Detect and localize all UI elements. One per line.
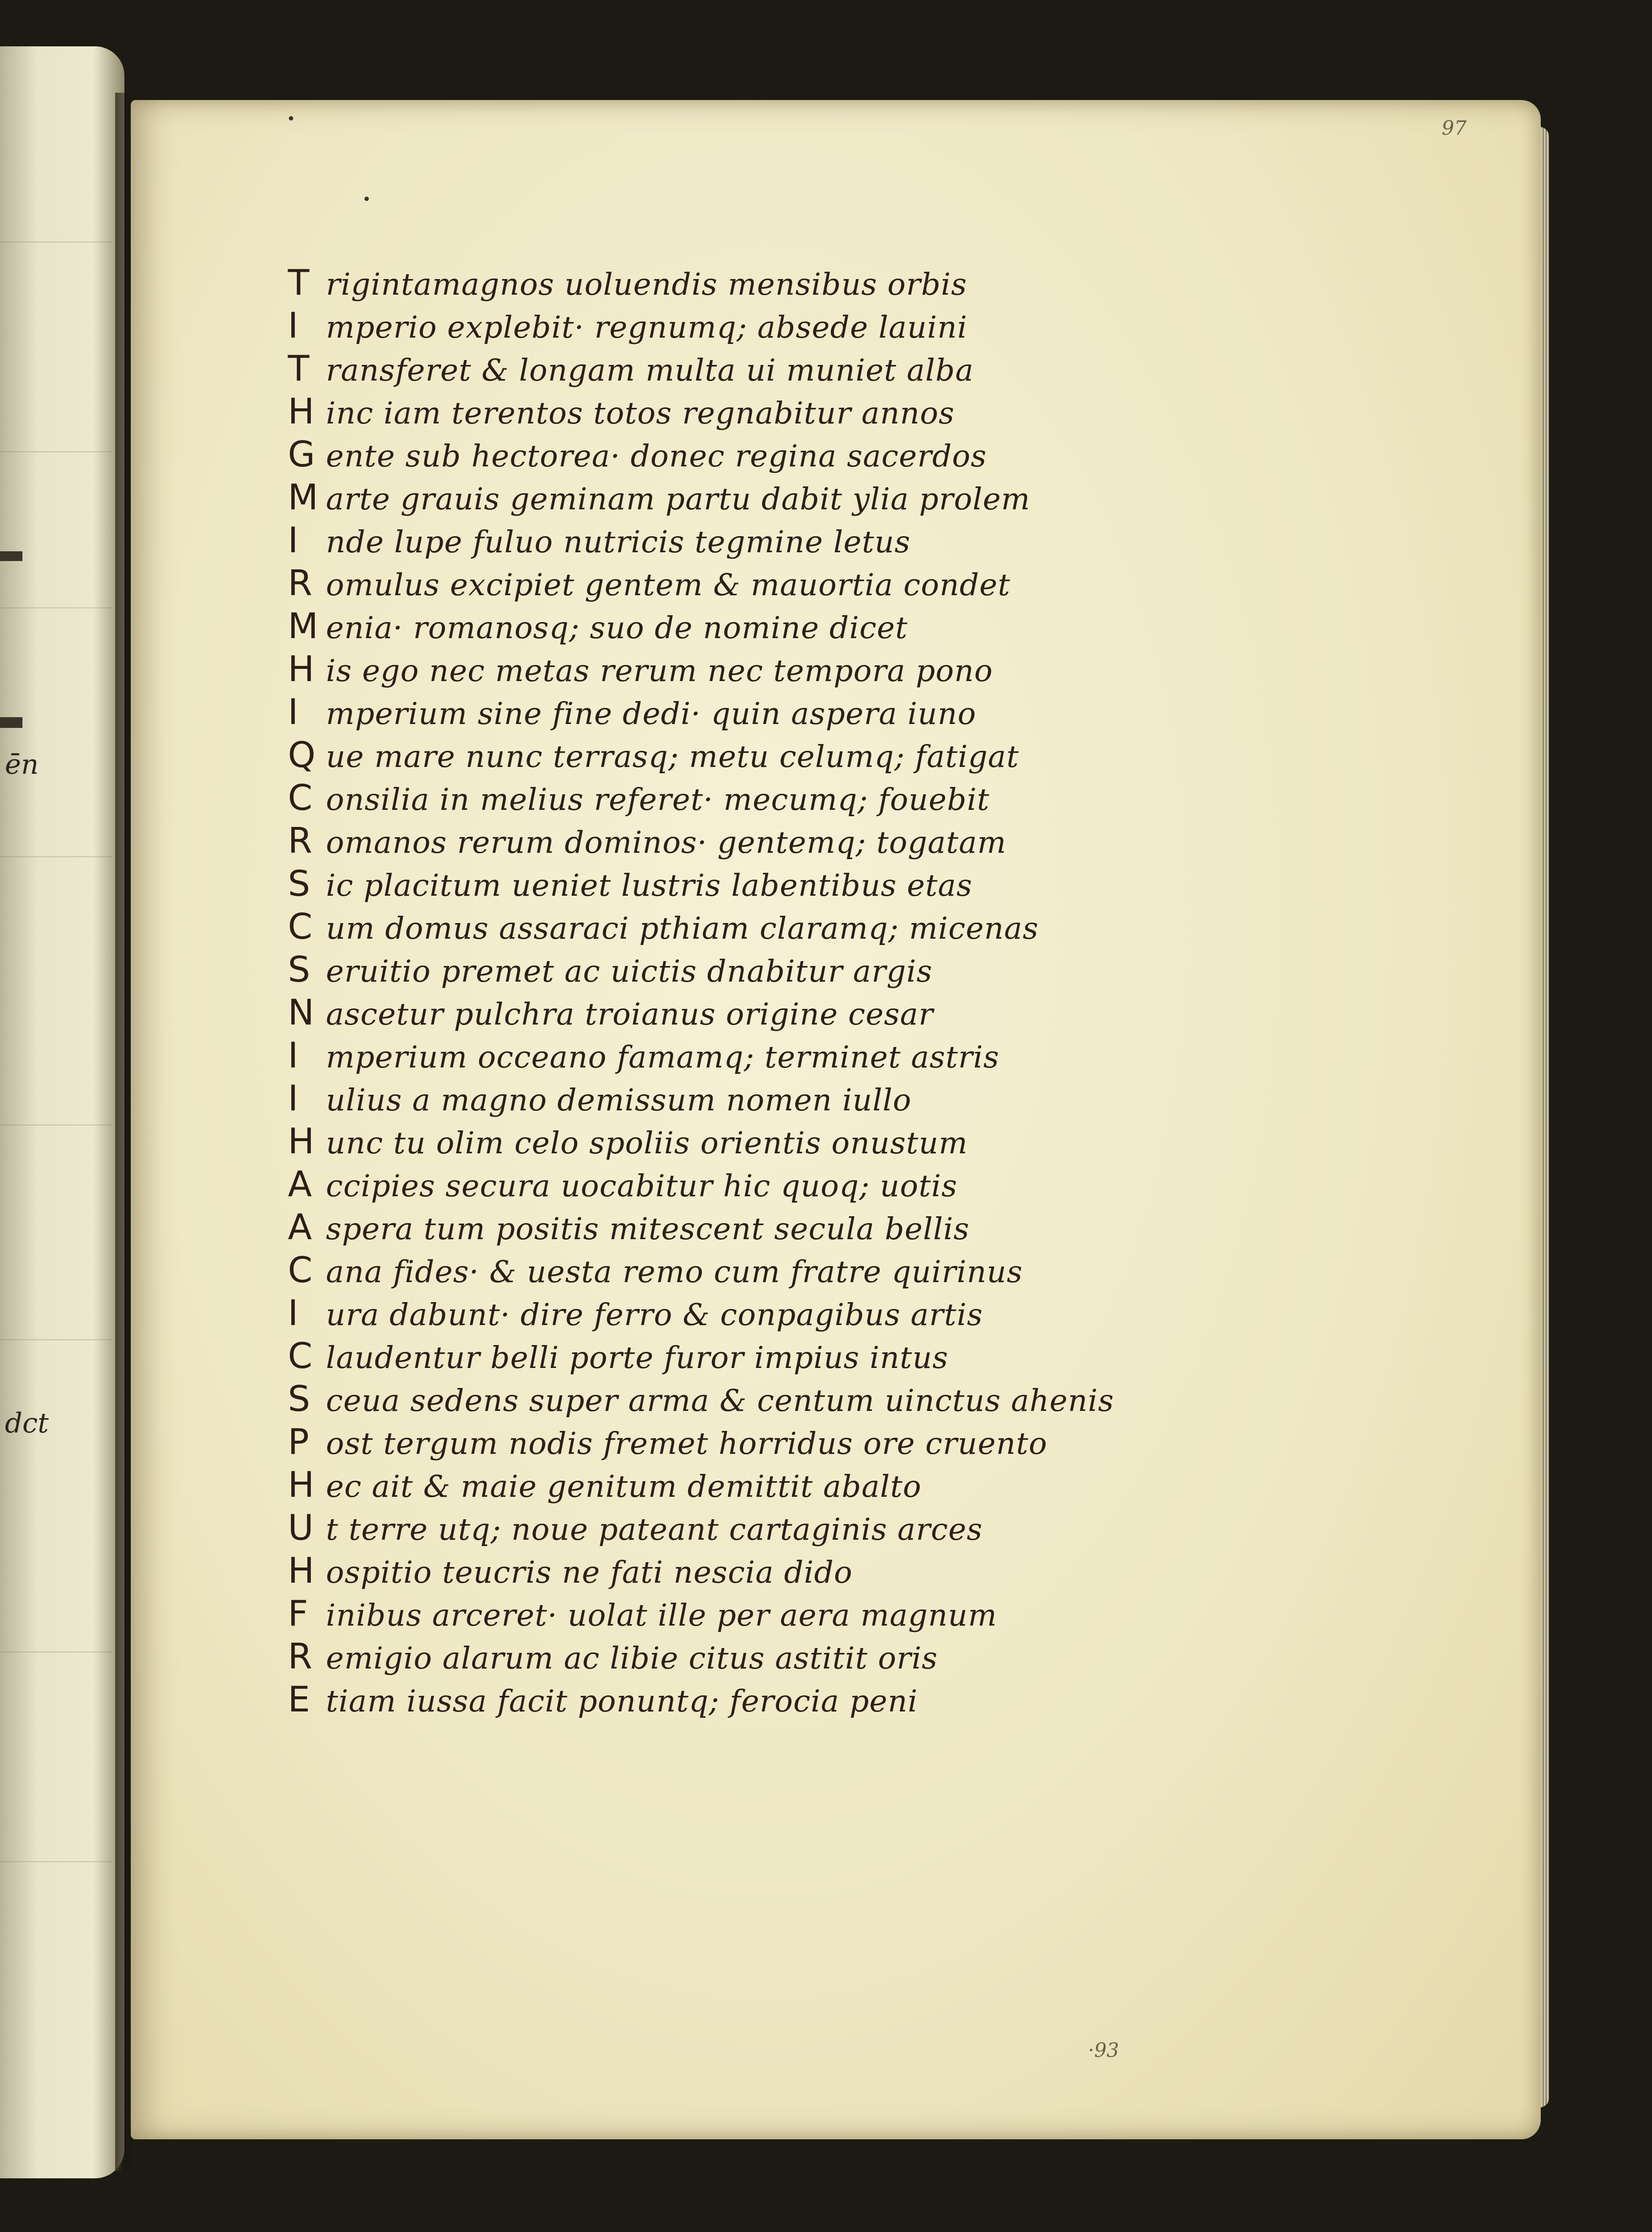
verse-line <box>288 862 1137 905</box>
verse-text: arte grauis geminam partu dabit ylia prolem <box>326 481 1030 517</box>
verse-line <box>288 347 1137 390</box>
verse-text: tiam iussa facit ponuntq; ferocia peni <box>326 1683 918 1719</box>
verse-initial: P <box>288 1421 310 1462</box>
verse-text: ascetur pulchra troianus origine cesar <box>326 996 934 1032</box>
verse-line <box>288 1506 1137 1549</box>
verse-initial: M <box>288 477 319 518</box>
verse-line <box>288 1592 1137 1635</box>
verse-line <box>288 433 1137 476</box>
verse-initial: S <box>288 949 311 990</box>
verse-line <box>288 690 1137 733</box>
verse-text: inibus arceret· uolat ille per aera magnum <box>326 1597 997 1633</box>
verse-initial: U <box>288 1507 314 1548</box>
verse-text: onsilia in melius referet· mecumq; fouebit <box>326 782 990 817</box>
verse-initial: C <box>288 1335 313 1376</box>
verse-line <box>288 819 1137 862</box>
left-fragment: dct <box>5 1408 49 1439</box>
verse-line <box>288 1034 1137 1077</box>
verse-line <box>288 261 1137 304</box>
verse-text: is ego nec metas rerum nec tempora pono <box>326 653 993 688</box>
verse-block <box>288 261 1137 1721</box>
verse-text: ccipies secura uocabitur hic quoq; uotis <box>326 1168 958 1204</box>
verse-initial: M <box>288 605 319 646</box>
verse-initial: C <box>288 906 313 947</box>
verse-text: ec ait & maie genitum demittit abalto <box>326 1468 922 1504</box>
verse-line <box>288 647 1137 690</box>
folio-number: 97 <box>1442 117 1467 140</box>
verse-initial: I <box>288 1292 299 1333</box>
verse-text: eruitio premet ac uictis dnabitur argis <box>326 953 933 989</box>
verse-initial: I <box>288 520 299 561</box>
verse-line <box>288 1463 1137 1506</box>
pricking-mark <box>364 197 369 201</box>
verse-text: laudentur belli porte furor impius intus <box>326 1340 948 1375</box>
left-fragment: ēn <box>5 749 39 781</box>
verse-text: ana fides· & uesta remo cum fratre quirinus <box>326 1254 1023 1289</box>
verse-line <box>288 604 1137 647</box>
pricking-mark <box>289 116 293 121</box>
verse-line <box>288 476 1137 519</box>
ruling-line <box>0 607 112 608</box>
verse-initial: I <box>288 1078 299 1119</box>
ink-mark <box>0 551 22 561</box>
verse-initial: E <box>288 1679 311 1720</box>
verse-text: ulius a magno demissum nomen iullo <box>326 1082 912 1118</box>
left-page-edge <box>0 46 124 2178</box>
verse-initial: A <box>288 1164 313 1205</box>
verse-initial: C <box>288 777 313 818</box>
verse-initial: R <box>288 820 313 861</box>
verse-line <box>288 390 1137 433</box>
verse-initial: T <box>288 262 310 303</box>
verse-initial: S <box>288 863 311 904</box>
ink-mark <box>0 717 22 728</box>
verse-initial: I <box>288 1035 299 1076</box>
verse-line <box>288 1248 1137 1291</box>
verse-initial: S <box>288 1378 311 1419</box>
verse-line <box>288 1420 1137 1463</box>
verse-line <box>288 905 1137 948</box>
verse-line <box>288 1549 1137 1592</box>
verse-text: um domus assaraci pthiam claramq; micenas <box>326 910 1039 946</box>
verse-text: mperium occeano famamq; terminet astris <box>326 1039 1000 1075</box>
verse-initial: I <box>288 691 299 732</box>
verse-line <box>288 776 1137 819</box>
ruling-line <box>0 1861 112 1862</box>
ruling-line <box>0 1125 112 1126</box>
verse-text: ceua sedens super arma & centum uinctus ahenis <box>326 1383 1114 1418</box>
verse-initial: H <box>288 391 315 432</box>
verse-text: omulus excipiet gentem & mauortia condet <box>326 567 1011 603</box>
verse-line <box>288 519 1137 562</box>
verse-initial: C <box>288 1249 313 1290</box>
ruling-line <box>0 1651 112 1652</box>
verse-text: omanos rerum dominos· gentemq; togatam <box>326 824 1007 860</box>
verse-initial: R <box>288 563 313 603</box>
verse-initial: H <box>288 1464 315 1505</box>
ruling-line <box>0 1339 112 1340</box>
verse-line <box>288 733 1137 776</box>
verse-text: ic placitum ueniet lustris labentibus etas <box>326 867 973 903</box>
verse-line <box>288 1377 1137 1420</box>
verse-line <box>288 1635 1137 1678</box>
verse-initial: Q <box>288 734 316 775</box>
verse-text: inc iam terentos totos regnabitur annos <box>326 395 955 431</box>
verse-line <box>288 991 1137 1034</box>
verse-line <box>288 948 1137 991</box>
verse-line <box>288 1678 1137 1721</box>
verse-initial: H <box>288 1121 315 1162</box>
verse-text: spera tum positis mitescent secula bellis <box>326 1211 970 1247</box>
verse-text: enia· romanosq; suo de nomine dicet <box>326 610 908 645</box>
verse-initial: T <box>288 348 310 389</box>
verse-text: mperium sine fine dedi· quin aspera iuno <box>326 696 977 731</box>
verse-initial: N <box>288 992 315 1033</box>
ruling-line <box>0 241 112 242</box>
verse-text: ost tergum nodis fremet horridus ore cruento <box>326 1426 1048 1461</box>
verse-text: rigintamagnos uoluendis mensibus orbis <box>326 266 967 302</box>
verse-initial: F <box>288 1593 309 1634</box>
verse-line <box>288 1120 1137 1163</box>
verse-text: ue mare nunc terrasq; metu celumq; fatigat <box>326 739 1019 774</box>
verse-text: ente sub hectorea· donec regina sacerdos <box>326 438 987 474</box>
verse-line <box>288 562 1137 604</box>
verse-initial: R <box>288 1636 313 1677</box>
verse-initial: I <box>288 305 299 346</box>
verse-text: ospitio teucris ne fati nescia dido <box>326 1554 853 1590</box>
verse-text: mperio explebit· regnumq; absede lauini <box>326 309 967 345</box>
verse-text: t terre utq; noue pateant cartaginis arces <box>326 1511 983 1547</box>
verse-line <box>288 1077 1137 1120</box>
verse-line <box>288 1206 1137 1248</box>
verse-line <box>288 304 1137 347</box>
verse-initial: G <box>288 434 316 475</box>
verse-text: ransferet & longam multa ui muniet alba <box>326 352 974 388</box>
verse-line <box>288 1334 1137 1377</box>
verse-initial: A <box>288 1206 313 1247</box>
catchword: ·93 <box>1088 2039 1119 2062</box>
verse-text: emigio alarum ac libie citus astitit oris <box>326 1640 938 1676</box>
verse-line <box>288 1291 1137 1334</box>
ruling-line <box>0 451 112 452</box>
verse-text: ura dabunt· dire ferro & conpagibus artis <box>326 1297 983 1332</box>
verse-initial: H <box>288 1550 315 1591</box>
verse-initial: H <box>288 648 315 689</box>
verse-text: unc tu olim celo spoliis orientis onustum <box>326 1125 968 1161</box>
verse-text: nde lupe fuluo nutricis tegmine letus <box>326 524 911 560</box>
verse-line <box>288 1163 1137 1206</box>
ruling-line <box>0 856 112 857</box>
